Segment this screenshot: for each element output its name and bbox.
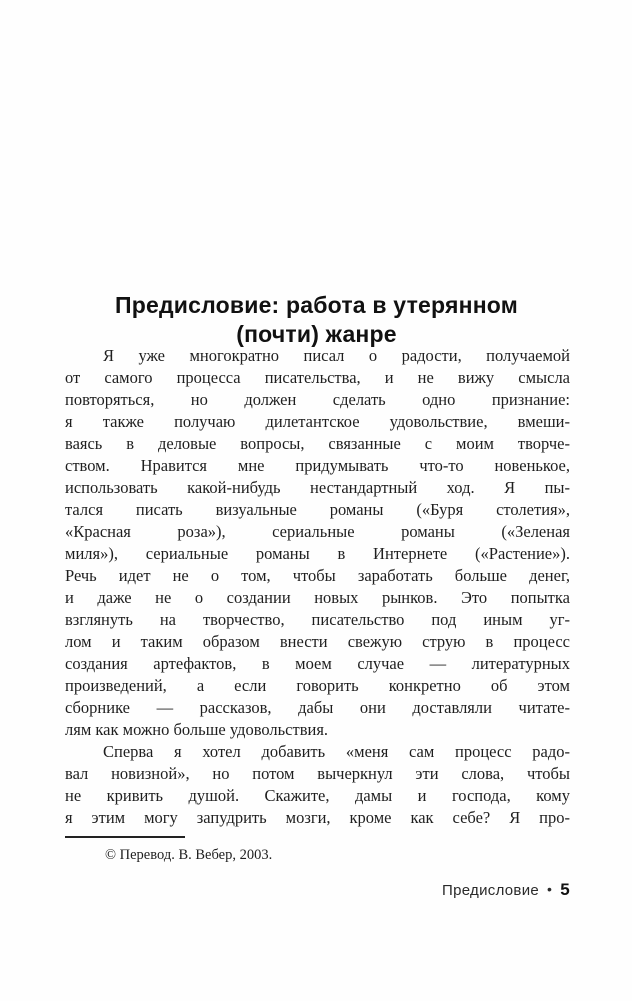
text-line: тался писать визуальные романы («Буря столетия», bbox=[65, 500, 570, 519]
footnote-copyright: © Перевод. В. Вебер, 2003. bbox=[105, 847, 273, 863]
page-title bbox=[64, 291, 569, 349]
text-line: не кривить душой. Скажите, дамы и господа, кому bbox=[65, 786, 570, 805]
text-line: Сперва я хотел добавить «меня сам процесс радо- bbox=[103, 742, 570, 761]
running-footer bbox=[442, 880, 570, 900]
text-line: я также получаю дилетантское удовольствие, вмеши- bbox=[65, 412, 570, 431]
page-title-line-1: Предисловие: работа в утерянном bbox=[115, 292, 518, 319]
footer-bullet-icon: • bbox=[547, 881, 553, 897]
text-line: повторяться, но должен сделать одно признание: bbox=[65, 390, 570, 409]
text-line: и даже не о создании новых рынков. Это попытка bbox=[65, 588, 570, 607]
text-line: лом и таким образом внести свежую струю в процесс bbox=[65, 632, 570, 651]
text-line: создания артефактов, в моем случае — литературных bbox=[65, 654, 570, 673]
text-line: лям как можно больше удовольствия. bbox=[65, 720, 329, 739]
text-line: миля»), сериальные романы в Интернете («Растение»). bbox=[65, 544, 570, 563]
page-title-line-2: (почти) жанре bbox=[236, 321, 397, 348]
footer-section-label: Предисловие bbox=[442, 882, 540, 899]
text-line: произведений, а если говорить конкретно об этом bbox=[65, 676, 570, 695]
text-line: я этим могу запудрить мозги, кроме как себе? Я про- bbox=[65, 808, 570, 827]
footer-page-number: 5 bbox=[560, 880, 570, 899]
text-line: Я уже многократно писал о радости, получаемой bbox=[103, 346, 570, 365]
footnote-separator bbox=[65, 836, 185, 838]
text-line: ством. Нравится мне придумывать что-то новенькое, bbox=[65, 456, 570, 475]
text-line: ваясь в деловые вопросы, связанные с моим творче- bbox=[65, 434, 570, 453]
text-line: Речь идет не о том, чтобы заработать больше денег, bbox=[65, 566, 570, 585]
text-line: «Красная роза»), сериальные романы («Зеленая bbox=[65, 522, 570, 541]
text-line: сборнике — рассказов, дабы они доставляли читате- bbox=[65, 698, 570, 717]
text-line: от самого процесса писательства, и не вижу смысла bbox=[65, 368, 570, 387]
text-line: использовать какой-нибудь нестандартный ход. Я пы- bbox=[65, 478, 570, 497]
text-line: вал новизной», но потом вычеркнул эти слова, чтобы bbox=[65, 764, 570, 783]
text-line: взглянуть на творчество, писательство под иным уг- bbox=[65, 610, 570, 629]
body-text bbox=[65, 345, 570, 829]
